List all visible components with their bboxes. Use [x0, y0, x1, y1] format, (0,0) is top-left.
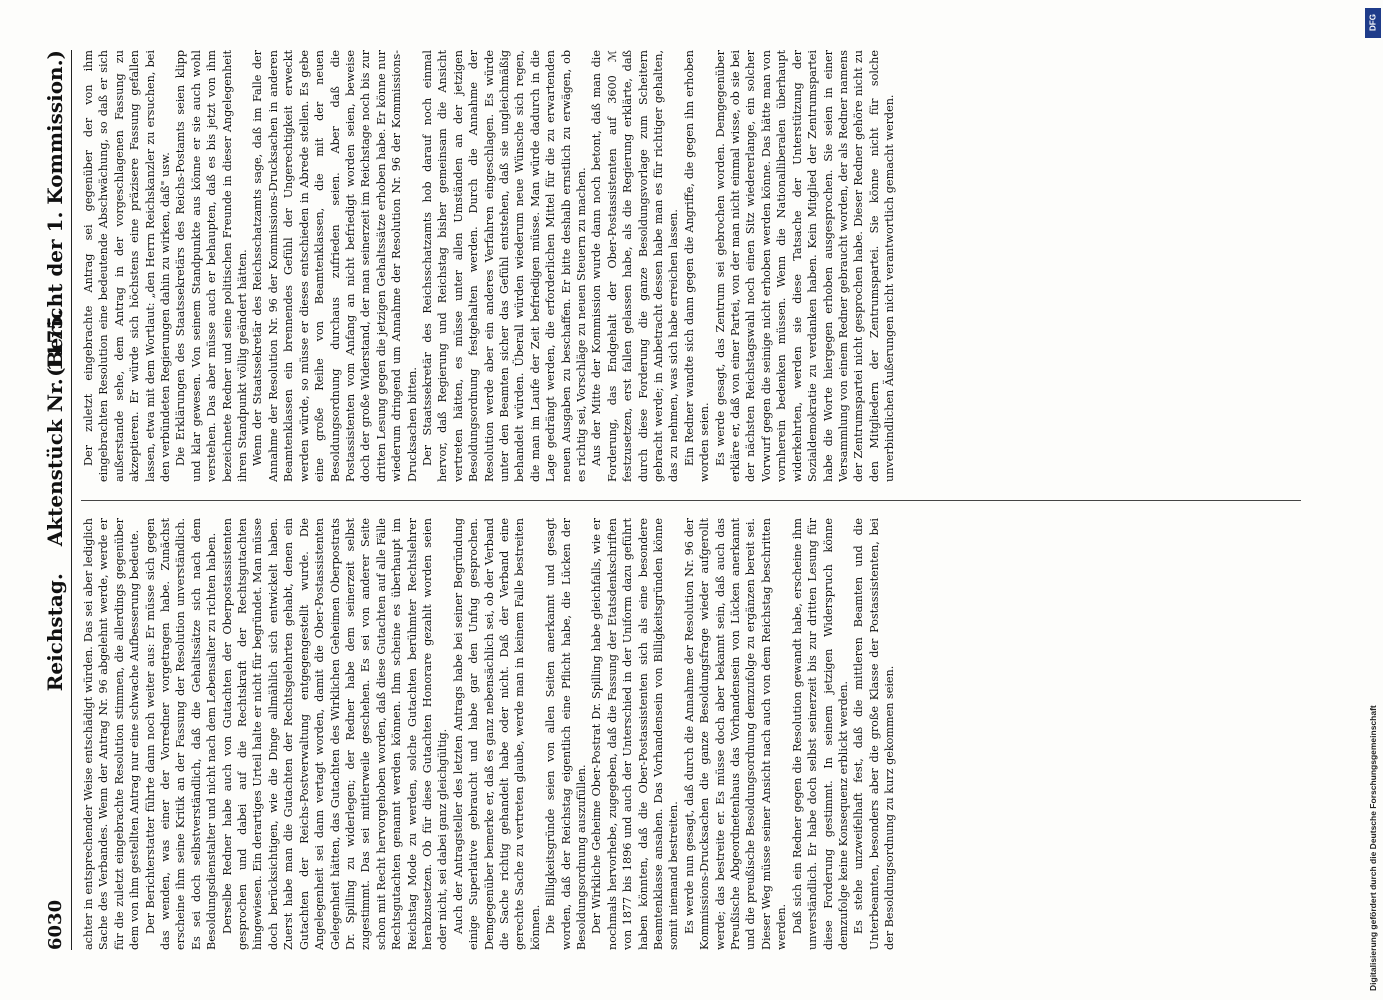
header-left-title: Reichstag. — [43, 573, 67, 692]
paragraph: Ein Redner wandte sich dann gegen die Angriffe, die gegen ihn erhoben worden seien. — [682, 50, 712, 482]
paragraph: Der Berichterstatter führte dann noch weiter aus: Er müsse sich gegen das wenden, was einer der Vorredner vorgetragen habe. Zunächst erscheine ihm seine Kritik an der Fassung der Resolution unverständlich. Es sei doch selbstverständlich, daß die Gehaltssätze sich nach dem Besoldungsdienstalter und nicht nach dem Lebensalter zu richten haben. — [143, 518, 219, 950]
paragraph: Es werde nun gesagt, daß durch die Annahme der Resolution Nr. 96 der Kommissions-Drucksachen die ganze Besoldungsfrage wieder aufgerollt werde; das bestreite er. Es müsse doch aber bekannt sein, daß auch das Preußische Abgeordnetenhaus das Vorhandensein von Lücken anerkannt und die preußische Besoldungsordnung demzufolge zu ergänzen bereit sei. Dieser Weg müsse seiner Ansicht nach auch von dem Reichstag beschritten werden. — [682, 518, 789, 950]
side-note — [1365, 6, 1381, 996]
left-column — [81, 518, 1321, 950]
paragraph: Auch der Antragsteller des letzten Antrags habe bei seiner Begründung einige Superlative gebraucht und habe gar den Unfug gesprochen. Demgegenüber bemerke er, daß es ganz nebensächlich sei, ob der Verband die Sache richtig gehandelt habe oder nicht. Daß der Verband eine gerechte Sache zu vertreten glaube, werde man in keinem Falle bestreiten können. — [451, 518, 542, 950]
column-divider — [81, 500, 1301, 501]
paragraph: Es stehe unzweifelhaft fest, daß die mittleren Beamten und die Unterbeamten, besonders aber die große Klasse der Postassistenten, bei der Besoldungsordnung zu kurz gekommen seien. — [852, 518, 897, 950]
paragraph: Der Wirkliche Geheime Ober-Postrat Dr. Spilling habe gleichfalls, wie er nochmals hervorhebe, zugegeben, daß die Fassung der Etatsdenkschriften von 1877 bis 1896 und auch der Unterschied in der Uniform dazu geführt haben könnten, daß die Ober-Postassistenten sich als eine besondere Beamtenklasse ansahen. Das Vorhandensein von Billigkeitsgründen könne somit niemand bestreiten. — [590, 518, 681, 950]
header-center-title: Aktenstück Nr. 1175. — [43, 308, 67, 547]
paragraph: achter in entsprechender Weise entschädigt würden. Das sei aber lediglich Sache des Verbandes. Wenn der Antrag Nr. 96 abgelehnt werde, werde er für die zuletzt eingebrachte Resolution stimmen, die allerdings gegenüber dem von ihm gestellten Antrag nur eine schwache Aufbesserung bedeute. — [82, 518, 142, 950]
paragraph: Die Erklärungen des Staatssekretärs des Reichs-Postamts seien klipp und klar gewesen. Von seinem Standpunkte aus könne er sie auch wohl verstehen. Das aber müsse auch er behaupten, daß es bis jetzt von ihm bezeichnete Redner und seine politischen Freunde in dieser Angelegenheit ihren Standpunkt völlig geändert hätten. — [174, 50, 250, 482]
paragraph: Es werde gesagt, das Zentrum sei gebrochen worden. Demgegenüber erkläre er, daß von einer Partei, von der man nicht einmal wisse, ob sie bei der nächsten Reichstagswahl noch einen Sitz wiedererlange, ein solcher Vorwurf gegen die seinige nicht erhoben werden könne. Das hätte man von vornherein bedenken müssen. Wenn die Nationalliberalen überhaupt widerkehrten, werden sie diese Tatsache der Unterstützung der Sozialdemokratie zu verdanken haben. Kein Mitglied der Zentrumspartei habe die Worte hiergegen erhoben ausgesprochen. Sie seien in einer Versammlung von einem Redner gebraucht worden, der als Redner namens der Zentrumspartei nicht gesprochen habe. Dieser Redner gehöre nicht zu den Mitgliedern der Zentrumspartei. Sie könne nicht für solche unverbindlichen Äußerungen nicht verantwortlich gemacht werden. — [713, 50, 897, 482]
paragraph: Die Billigkeitsgründe seien von allen Seiten anerkannt und gesagt worden, daß der Reichstag eigentlich eine Pflicht habe, die Lücken der Besoldungsordnung auszufüllen. — [544, 518, 588, 950]
paragraph: Derselbe Redner habe auch von Gutachten der Oberpostassistenten gesprochen und dabei auf die Rechtskraft der Rechtsgutachten hingewiesen. Ein derartiges Urteil halte er nicht für begründet. Man müsse doch berücksichtigen, wie die Dinge allmählich sich entwickelt haben. Zuerst habe man die Gutachten der Rechtsgelehrten gehabt, denen ein Gutachten der Reichs-Postverwaltung entgegengestellt wurde. Die Angelegenheit sei dann vertagt worden, damit die Ober-Postassistenten Gelegenheit hätten, das Gutachten des Wirklichen Geheimen Oberpostrats Dr. Spilling zu widerlegen; der Redner habe dem seinerzeit selbst zugestimmt. Das sei mittlerweile geschehen. Es sei von anderer Seite schon mit Recht hervorgehoben worden, daß diese Gutachten auf alle Fälle Rechtsgutachten genannt werden können. Ihm scheine es überhaupt im Reichstag Mode zu werden, solche Gutachten berühmter Rechtslehrer herabzusetzen. Ob für diese Gutachten Honorare gezahlt worden seien oder nicht, sei dabei ganz gleichgültig. — [220, 518, 450, 950]
document-page — [41, 30, 1341, 970]
paragraph: Der zuletzt eingebrachte Antrag sei gegenüber der von ihm eingebrachten Resolution eine bedeutende Abschwächung, so daß er sich außerstande sehe, dem Antrag in der vorgeschlagenen Fassung zu akzeptieren. Er würde sich höchstens eine präzisere Fassung gefallen lassen, etwa mit dem Wortlaut: „den Herrn Reichskanzler zu ersuchen, bei den verbündeten Regierungen dahin zu wirken, daß" usw. — [82, 50, 173, 482]
digitization-credit: Digitalisierung gefördert durch die Deutsche Forschungsgemeinschaft — [1368, 705, 1378, 991]
page-header — [41, 50, 72, 950]
dfg-logo-text: DFG — [1368, 14, 1378, 31]
paragraph: Aus der Mitte der Kommission wurde dann noch betont, daß man die Forderung, das Endgehalt der Ober-Postassistenten auf 3600 ℳ festzusetzen, erst fallen gelassen habe, als die Regierung erklärte, daß durch diese Forderung die ganze Besoldungsvorlage zum Scheitern gebracht werde; in Anbetracht dessen habe man es für richtiger gehalten, das zu nehmen, was sich habe erreichen lassen. — [590, 50, 681, 482]
paragraph: Der Staatssekretär des Reichsschatzamts hob darauf noch einmal hervor, daß Regierung und Reichstag bisher gemeinsam die Ansicht vertreten hätten, es müsse unter allen Umständen an der jetzigen Besoldungsordnung festgehalten werden. Durch die Annahme der Resolution werde aber ein anderes Verfahren eingeschlagen. Es würde unter den Beamten sicher das Gefühl entstehen, daß sie ungleichmäßig behandelt würden. Überall würden wiederum neue Wünsche sich regen, die man im Laufe der Zeit befriedigen müsse. Man würde dadurch in die Lage gedrängt werden, die erforderlichen Mittel für die zu erwartenden neuen Ausgaben zu beschaffen. Er bitte deshalb ernstlich zu erwägen, ob es richtig sei, Vorschläge zu neuen Steuern zu machen. — [420, 50, 588, 482]
paragraph: Daß sich ein Redner gegen die Resolution gewandt habe, erscheine ihm unverständlich. Er habe doch selbst seinerzeit bis zur dritten Lesung für diese Forderung gestimmt. In seinem jetzigen Widerspruch könne demzufolge keine Konsequenz erblickt werden. — [790, 518, 850, 950]
header-right-title: (Bericht der 1. Kommission.) — [43, 50, 67, 377]
paragraph: Wenn der Staatssekretär des Reichsschatzamts sage, daß im Falle der Annahme der Resolution Nr. 96 der Kommissions-Drucksachen in anderen Beamtenklassen ein brennendes Gefühl der Ungerechtigkeit erweckt werden würde, so müsse er dieses entschieden in Abrede stellen. Es gebe eine große Reihe von Beamtenklassen, die mit der neuen Besoldungsordnung durchaus zufrieden seien. Aber daß die Postassistenten vom Anfang an nicht befriedigt worden seien, beweise doch der große Widerstand, der man seinerzeit im Reichstage noch bis zur dritten Lesung gegen die jetzigen Gehaltssätze erhoben habe. Er könne nur wiederum dringend um Annahme der Resolution Nr. 96 der Kommissions-Drucksachen bitten. — [251, 50, 419, 482]
page-number: 6030 — [45, 899, 66, 950]
right-column — [81, 50, 1321, 482]
